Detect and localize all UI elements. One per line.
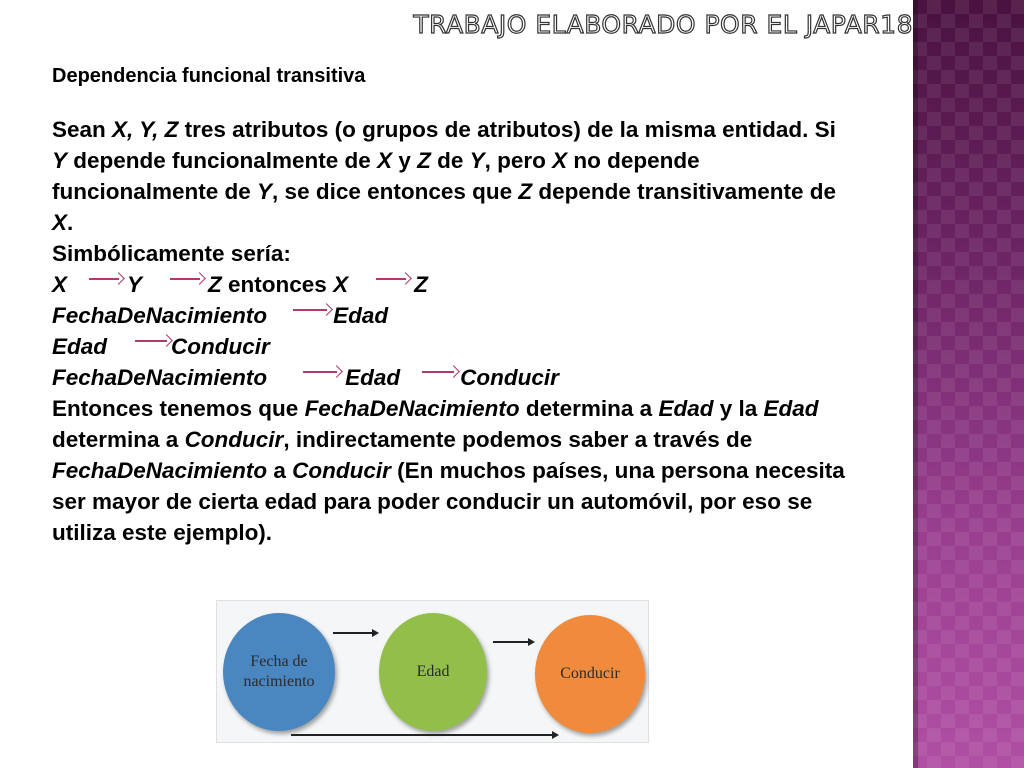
arrow-icon xyxy=(422,366,458,378)
arrow-icon xyxy=(376,273,410,285)
circle-label: Fecha de nacimiento xyxy=(243,653,315,690)
decorative-side-band xyxy=(913,0,1024,768)
circle-fecha-de-nacimiento xyxy=(223,613,335,731)
arrow-icon xyxy=(170,273,204,285)
dependency-diagram xyxy=(216,600,649,743)
circle-conducir xyxy=(535,615,645,733)
circle-edad xyxy=(379,613,487,731)
arrow-icon xyxy=(493,637,535,647)
arrow-icon xyxy=(135,335,171,347)
circle-label: Conducir xyxy=(560,665,620,682)
symbolic-line-fecha-edad: FechaDeNacimiento Edad xyxy=(52,303,389,328)
slide-title: Dependencia funcional transitiva xyxy=(52,65,366,87)
symbolic-label: Simbólicamente sería: xyxy=(52,241,291,266)
arrow-icon xyxy=(89,273,123,285)
symbolic-line-xyz: X Y Z entonces X Z xyxy=(52,272,428,297)
arrow-icon xyxy=(291,730,559,740)
arrow-icon xyxy=(293,304,331,316)
conclusion-paragraph: Entonces tenemos que FechaDeNacimiento determina a Edad y la Edad determina a Conducir, indirectamente podemos saber a través de FechaDeNacimiento a Conducir (En muchos países, una persona necesita ser mayor de cierta edad para poder conducir un automóvil, por eso se utiliza este ejemplo). xyxy=(52,396,845,545)
watermark-text: TRABAJO ELABORADO POR EL JAPAR18 xyxy=(413,10,913,39)
circle-label: Edad xyxy=(416,663,450,680)
arrow-icon xyxy=(333,628,379,638)
symbolic-line-chain: FechaDeNacimiento Edad Conducir xyxy=(52,365,559,390)
intro-paragraph: Sean X, Y, Z tres atributos (o grupos de atributos) de la misma entidad. Si Y depende funcionalmente de X y Z de Y, pero X no depende funcionalmente de Y, se dice entonces que Z depende transitivamente de X. xyxy=(52,117,836,235)
slide-content xyxy=(52,62,852,548)
arrow-icon xyxy=(303,366,341,378)
symbolic-line-edad-conducir: Edad Conducir xyxy=(52,334,270,359)
